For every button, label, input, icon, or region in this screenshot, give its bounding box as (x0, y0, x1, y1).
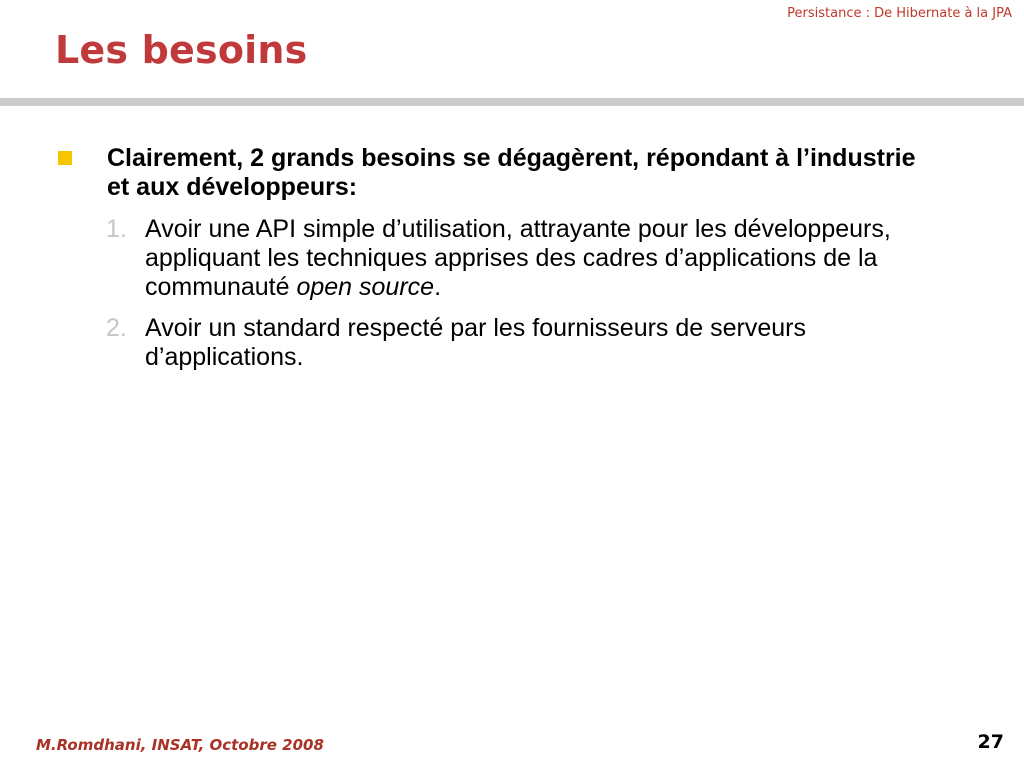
item-text: Avoir une API simple d’utilisation, attrayante pour les développeurs, appliquant les techniques apprises des cadres d’applications de la communauté (145, 215, 891, 301)
numbered-item-1 (0, 215, 1024, 302)
item-text: Avoir un standard respecté par les fournisseurs de serveurs d’applications. (145, 314, 806, 371)
item-number: 1. (106, 215, 127, 243)
footer-author: M.Romdhani, INSAT, Octobre 2008 (36, 736, 324, 754)
numbered-item-2 (0, 314, 1024, 372)
page-number: 27 (977, 731, 1004, 753)
slide-title: Les besoins (55, 28, 308, 72)
square-bullet-icon (58, 151, 72, 165)
header-note: Persistance : De Hibernate à la JPA (787, 6, 1012, 21)
numbered-list (0, 215, 1024, 372)
slide-content (0, 144, 1024, 384)
item-text-italic: open source (296, 273, 435, 301)
bullet-item (0, 144, 1024, 202)
bullet-text: Clairement, 2 grands besoins se dégagèrent, répondant à l’industrie et aux développeurs: (107, 144, 916, 201)
title-divider (0, 98, 1024, 106)
item-number: 2. (106, 314, 127, 342)
item-text-end: . (434, 273, 442, 301)
